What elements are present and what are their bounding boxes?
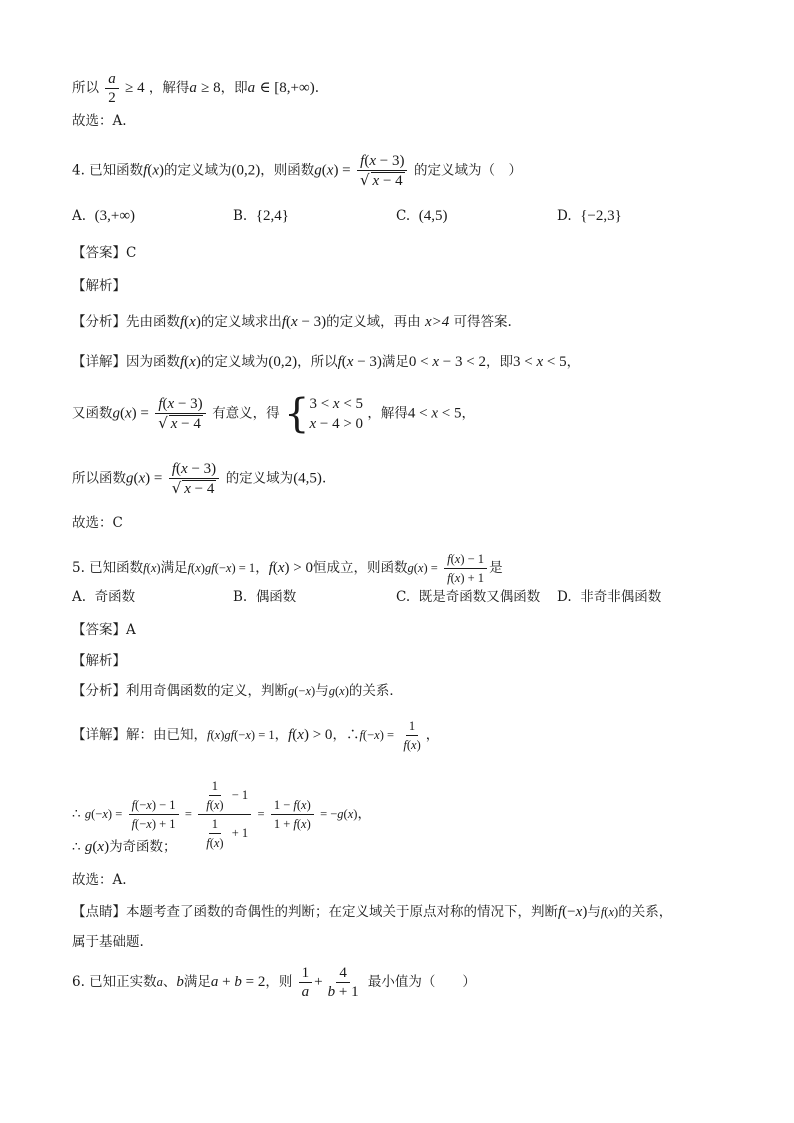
text: 本题考查了函数的奇偶性的判断；在定义域关于原点对称的情况下，判断 <box>126 904 558 920</box>
text: ， <box>357 806 371 822</box>
text: x>4 <box>424 314 450 330</box>
text: 满足 <box>381 354 409 370</box>
detail-line-2: ∴ g(−x) = $\frac{f(-x) - 1}{f(-x) + 1}$ = $\frac{1}{f(x)}$ − 1 $\frac{1}{f(x)}$ + 1 = $\frac{1 - f(x)}{1 + f(x)}$ = −g(x)， <box>72 779 371 850</box>
answer-line <box>72 620 136 640</box>
fraction: $\frac{f(-x) - 1}{f(-x) + 1}$ <box>129 796 179 833</box>
fraction: $\frac{f(x - 3)}{√ x - 4}$ <box>357 152 408 190</box>
text: ， <box>461 405 475 422</box>
option-label: A. <box>72 589 87 605</box>
text: . <box>321 470 327 487</box>
question-6: 6. 已知正实数a、b满足a + b = 2，则 $\frac{1}{a}$ + $\frac{4}{b + 1}$ 最小值为（ ） <box>72 965 476 1000</box>
text: 可得答案. <box>449 314 512 330</box>
answer: A <box>126 622 136 638</box>
fraction: $\frac{1 - f(x)}{1 + f(x)}$ <box>271 796 314 833</box>
text: ，即 <box>220 80 248 96</box>
option-label: A. <box>72 208 87 224</box>
text: ∴ <box>72 839 81 855</box>
text: 的定义域为（ ） <box>413 162 522 179</box>
option-b <box>233 587 296 607</box>
text: ∴ <box>72 806 81 822</box>
choose-line: 故选：A. <box>72 113 127 129</box>
text: 的关系． <box>348 683 403 699</box>
option-c <box>396 587 540 607</box>
tag: 【答案】 <box>72 622 126 638</box>
complex-fraction: $\frac{1}{f(x)}$ − 1 $\frac{1}{f(x)}$ + 1 <box>198 777 251 852</box>
detail-line-3: 所以函数g(x) = $\frac{f(x - 3)}{√ x - 4}$ 的定义域为(4,5). <box>72 461 327 497</box>
text: 与 <box>315 683 329 699</box>
option-label: B. <box>233 208 248 224</box>
text: 的定义域为 <box>200 354 269 370</box>
option-label: D. <box>557 208 572 224</box>
text: 的定义域求出 <box>200 314 282 330</box>
text: ，解得 <box>148 80 190 96</box>
question-number: 5. 已知函数 <box>72 560 144 576</box>
fraction: $\frac{1}{a}$ <box>299 964 313 1001</box>
text: ， <box>255 560 269 576</box>
answer-line <box>72 243 136 263</box>
detail-line-1: 【详解】因为函数f(x)的定义域为(0,2)，所以f(x − 3)满足0 < x − 3 < 2，即3 < x < 5， <box>72 354 581 370</box>
option-value: 偶函数 <box>255 589 297 605</box>
option-label: C. <box>396 208 411 224</box>
comment-line: 【点睛】本题考查了函数的奇偶性的判断；在定义域关于原点对称的情况下，判断f(−x)与f(x)的关系， <box>72 904 673 920</box>
option-b <box>233 206 289 226</box>
text: ，所以 <box>297 354 338 370</box>
option-value: (4,5) <box>418 208 448 224</box>
fraction: $\frac{1}{f(x)}$ <box>403 719 421 752</box>
text: 为奇函数； <box>109 839 177 855</box>
text: 所以函数 <box>72 470 126 487</box>
question-4: 4. 已知函数f(x)的定义域为(0,2)，则函数g(x) = $\frac{f(x - 3)}{√ x - 4}$ 的定义域为（ ） <box>72 153 522 189</box>
text: 利用奇偶函数的定义，判断 <box>126 683 288 699</box>
text: 与 <box>587 904 601 920</box>
text: 所以 <box>72 80 99 96</box>
tag: 【详解】 <box>72 354 126 370</box>
answer: C <box>126 245 137 261</box>
fraction: $\frac{4}{b + 1}$ <box>327 965 359 1000</box>
tag: 【答案】 <box>72 245 126 261</box>
text: 最小值为（ ） <box>367 974 476 990</box>
option-value: {−2,3} <box>580 208 622 224</box>
solution-line: 所以 $\frac{a}{2}$ ≥ 4 ，解得a ≥ 8，即a ∈ [8,+∞). <box>72 71 319 106</box>
option-value: 既是奇函数又偶函数 <box>418 589 541 605</box>
option-label: D. <box>557 589 572 605</box>
text: ，解得 <box>367 405 408 422</box>
text: 先由函数 <box>126 314 180 330</box>
option-a <box>72 206 135 226</box>
tag: 【分析】 <box>72 683 126 699</box>
text: ， <box>274 727 289 743</box>
detail-line-1: 【详解】解：由已知，f(x)gf(−x) = 1，f(x) > 0，∴f(−x) = $\frac{1}{f(x)}$ ， <box>72 719 440 752</box>
option-a <box>72 587 135 607</box>
tag: 【详解】 <box>72 727 126 743</box>
analysis-line: 【分析】利用奇偶函数的定义，判断g(−x)与g(x)的关系． <box>72 683 403 699</box>
text: 解：由已知， <box>126 727 207 743</box>
text: 满足 <box>160 560 188 576</box>
analysis-tag: 【解析】 <box>72 653 126 669</box>
text: ，则函数 <box>260 162 315 179</box>
text: ， <box>332 727 346 743</box>
text: . <box>314 80 319 96</box>
text: 的定义域，再由 <box>326 314 425 330</box>
text: 的定义域为 <box>225 470 294 487</box>
text: 的定义域为 <box>164 162 232 179</box>
fraction: $\frac{f(x - 3)}{√ x - 4}$ <box>155 395 206 433</box>
question-number: 6. 已知正实数 <box>72 974 157 990</box>
text: 的关系， <box>618 904 673 920</box>
text: ∴ <box>345 727 360 743</box>
fraction: $\frac{a}{2}$ <box>105 70 119 107</box>
comment-line-2: 属于基础题. <box>72 934 144 950</box>
option-value: 非奇非偶函数 <box>580 589 662 605</box>
option-value: 奇函数 <box>94 589 136 605</box>
text: ， <box>425 727 440 743</box>
text: 、 <box>162 974 177 990</box>
text: 恒成立，则函数 <box>313 560 408 576</box>
text: ，即 <box>485 354 513 370</box>
text: ， <box>566 354 581 370</box>
option-label: B. <box>233 589 248 605</box>
analysis-tag: 【解析】 <box>72 278 126 294</box>
text: 是 <box>489 560 503 576</box>
text: 满足 <box>183 974 211 990</box>
option-c <box>396 206 447 226</box>
question-number: 4. 已知函数 <box>72 162 144 179</box>
system-of-inequalities: { 3 < x < 5 x − 4 > 0 <box>283 391 364 437</box>
question-5: 5. 已知函数f(x)满足f(x)gf(−x) = 1，f(x) > 0恒成立，则函数g(x) = $\frac{f(x) - 1}{f(x) + 1}$ 是 <box>72 552 503 585</box>
option-d <box>557 587 661 607</box>
text: ，则 <box>265 974 293 990</box>
choose-line: 故选：C <box>72 515 123 531</box>
fraction: $\frac{f(x - 3)}{√ x - 4}$ <box>169 460 220 498</box>
detail-line-3: ∴ g(x)为奇函数； <box>72 839 177 855</box>
choose-line: 故选：A. <box>72 872 127 888</box>
detail-line-2: 又函数g(x) = $\frac{f(x - 3)}{√ x - 4}$ 有意义，得 { 3 < x < 5 x − 4 > 0 ，解得4 < x < 5， <box>72 391 475 437</box>
option-value: {2,4} <box>255 208 289 224</box>
analysis-line: 【分析】先由函数f(x)的定义域求出f(x − 3)的定义域，再由 x>4 可得答案. <box>72 314 512 330</box>
fraction: $\frac{f(x) - 1}{f(x) + 1}$ <box>444 550 487 587</box>
tag: 【分析】 <box>72 314 126 330</box>
text: 有意义，得 <box>212 405 280 422</box>
option-value: (3,+∞) <box>94 208 136 224</box>
text: 又函数 <box>72 405 113 422</box>
option-d <box>557 206 622 226</box>
tag: 【点睛】 <box>72 904 126 920</box>
text: 因为函数 <box>126 354 180 370</box>
option-label: C. <box>396 589 411 605</box>
